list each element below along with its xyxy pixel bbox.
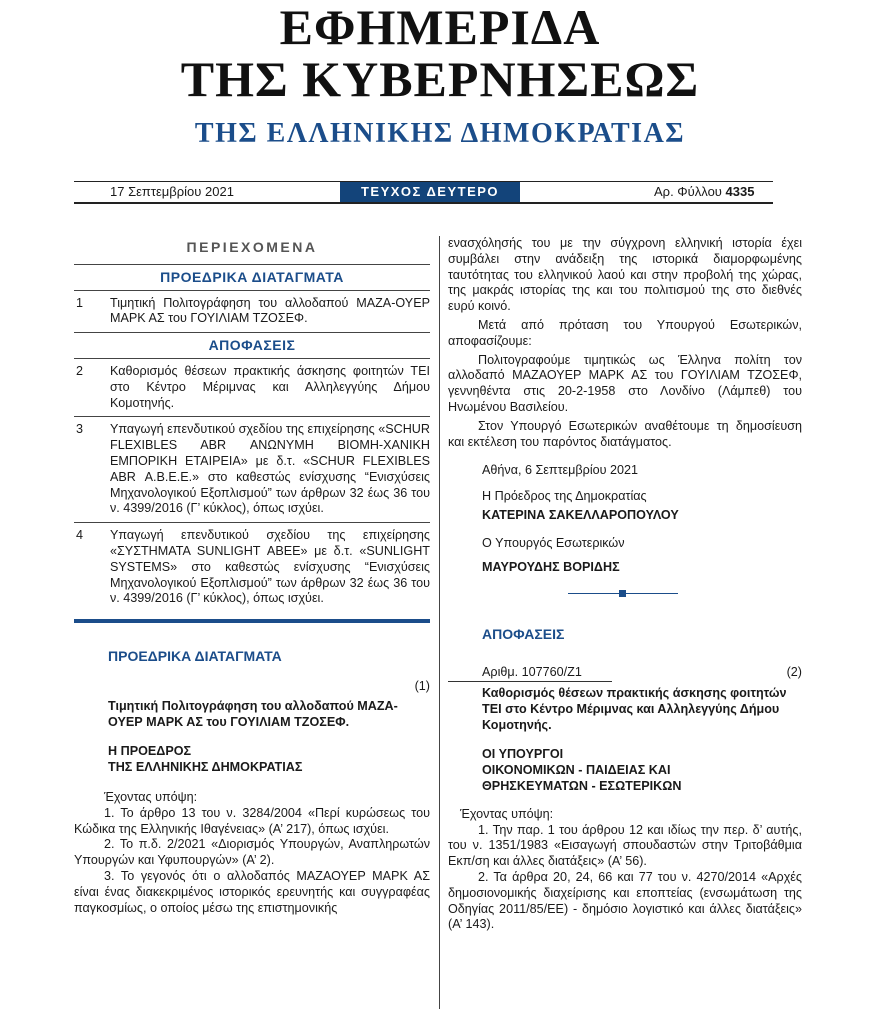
decree-heading: ΠΡΟΕΔΡΙΚΑ ΔΙΑΤΑΓΜΑΤΑ	[108, 648, 282, 665]
decree-place-date: Αθήνα, 6 Σεπτεμβρίου 2021	[482, 463, 639, 478]
decree-president-title: Η Πρόεδρος της Δημοκρατίας	[482, 489, 647, 504]
toc-item-text: Τιμητική Πολιτογράφηση του αλλοδαπού ΜΑΖΑ-ΟΥΕΡ ΜΑΡΚ ΑΣ του ΓΟΥΙΛΙΑΜ ΤΖΟΣΕΦ.	[110, 295, 430, 326]
contents-section-title: ΑΠΟΦΑΣΕΙΣ	[208, 337, 296, 354]
toc-item[interactable]	[74, 290, 430, 328]
separator-dot	[619, 590, 626, 597]
contents-section-decrees	[74, 264, 430, 286]
decree-president-line1: Η ΠΡΟΕΔΡΟΣ	[108, 744, 192, 759]
decision-title: Καθορισμός θέσεων πρακτικής άσκησης φοιτητών ΤΕΙ στο Κέντρο Μέριμνας και Αλληλεγγύης Δήμου Κομοτηνής.	[482, 685, 787, 732]
decision-ministers-line3: ΘΡΗΣΚΕΥΜΑΤΩΝ - ΕΣΩΤΕΡΙΚΩΝ	[482, 778, 682, 793]
gazette-subtitle: ΤΗΣ ΕΛΛΗΝΙΚΗΣ ΔΗΜΟΚΡΑΤΙΑΣ	[194, 118, 686, 149]
toc-item-text: Υπαγωγή επενδυτικού σχεδίου της επιχείρησης «ΣΥΣΤΗΜΑΤΑ SUNLIGHT ΑΒΕΕ» με δ.τ. «SUNLIGHT SYSTEMS» στο καθεστώς ενίσχυσης “Ενισχύσεις Μηχανολογικού Εξοπλισμού” των άρθρων 32 έως 36 του ν. 4399/2016 (Γ’ κύκλος), όπως ισχύει.	[110, 528, 430, 606]
issue-series-band: ΤΕΥΧΟΣ ΔΕΥΤΕΡΟ	[340, 182, 520, 202]
issue-rule-bottom	[74, 202, 773, 204]
sheet-number	[654, 184, 754, 199]
decree-paragraph: Πολιτογραφούμε τιμητικώς ως Έλληνα πολίτη τον αλλοδαπό ΜΑΖΑΟΥΕΡ ΜΑΡΚ ΑΣ του ΓΟΥΙΛΙΑΜ ΤΖΟΣΕΦ, γεννηθέντα στις 20-2-1958 στο Λονδίνο (Λάμπεθ) του Ηνωμένου Βασιλείου.	[448, 352, 802, 414]
decree-president-name: ΚΑΤΕΡΙΝΑ ΣΑΚΕΛΛΑΡΟΠΟΥΛΟΥ	[482, 507, 679, 522]
decree-paragraph: 3. Το γεγονός ότι ο αλλοδαπός ΜΑΖΑΟΥΕΡ ΜΑΡΚ ΑΣ είναι ένας διακεκριμένος ιστορικός ερευνητής και συγγραφέας παγκοσμίως, ο οποίος μέσω της επιστημονικής	[74, 868, 430, 915]
right-column	[448, 236, 802, 933]
decree-number: (1)	[414, 678, 430, 693]
decision-paragraph: 1. Την παρ. 1 του άρθρου 12 και ιδίως την περ. δ’ αυτής, του ν. 1351/1983 «Εισαγωγή σπουδαστών στην Τριτοβάθμια Εκπ/ση και άλλες διατάξεις» (Α’ 56).	[448, 822, 802, 869]
toc-item-number: 2	[76, 363, 84, 378]
decision-ref-row	[448, 665, 802, 682]
decree-minister-title: Ο Υπουργός Εσωτερικών	[482, 535, 625, 550]
toc-item-number: 3	[76, 422, 84, 437]
left-column	[74, 236, 430, 916]
toc-item-number: 4	[76, 528, 84, 543]
column-divider	[439, 236, 440, 1009]
decree-president-line2: ΤΗΣ ΕΛΛΗΝΙΚΗΣ ΔΗΜΟΚΡΑΤΙΑΣ	[108, 760, 303, 775]
decision-number: (2)	[786, 665, 802, 680]
contents-section-decisions	[74, 332, 430, 354]
section-separator	[448, 583, 802, 603]
toc-item-text: Καθορισμός θέσεων πρακτικής άσκησης φοιτητών ΤΕΙ στο Κέντρο Μέριμνας και Αλληλεγγύης Δήμου Κομοτηνής.	[110, 363, 430, 410]
decree-minister-name: ΜΑΥΡΟΥΔΗΣ ΒΟΡΙΔΗΣ	[482, 559, 620, 574]
toc-item-text: Υπαγωγή επενδυτικού σχεδίου της επιχείρησης «SCHUR FLEXIBLES ABR ΑΝΩΝΥΜΗ ΒΙΟΜΗ-ΧΑΝΙΚΗ ΕΜΠΟΡΙΚΗ ΕΤΑΙΡΕΙΑ» με δ.τ. «SCHUR FLEXIBLES ABR Α.Β.Ε.Ε.» στο καθεστώς ενίσχυσης “Ενισχύσεις Μηχανολογικού Εξοπλισμού” των άρθρων 32 έως 36 του ν. 4399/2016 (Γ’ κύκλος), όπως ισχύει.	[110, 422, 430, 516]
sheet-number-label: Αρ. Φύλλου	[654, 184, 722, 199]
decision-heading: ΑΠΟΦΑΣΕΙΣ	[482, 626, 565, 643]
decision-ministers-line2: ΟΙΚΟΝΟΜΙΚΩΝ - ΠΑΙΔΕΙΑΣ ΚΑΙ	[482, 763, 671, 778]
decision-ministers-line1: ΟΙ ΥΠΟΥΡΓΟΙ	[482, 747, 564, 762]
decree-paragraph: 2. Το π.δ. 2/2021 «Διορισμός Υπουργών, Αναπληρωτών Υπουργών και Υφυπουργών» (Α’ 2).	[74, 837, 430, 868]
toc-item[interactable]	[74, 416, 430, 517]
toc-item-number: 1	[76, 295, 84, 310]
decision-considering: Έχοντας υπόψη:	[460, 806, 554, 821]
decree-paragraph-continued: ενασχόλησής του με την σύγχρονη ελληνική ιστορία έχει συμβάλει στην ανάδειξη της ιστορικά διαμορφωμένης ταυτότητας του ελληνικού λαού και στην προβολή της χώρας, της μακράς ιστορίας της και του πολιτισμού της στο διεθνές ευρύ κοινό.	[448, 236, 802, 314]
decision-paragraph: 2. Τα άρθρα 20, 24, 66 και 77 του ν. 4270/2014 «Αρχές δημοσιονομικής διαχείρισης και εποπτείας (ενσωμάτωση της Οδηγίας 2011/85/ΕΕ) - δημόσιο λογιστικό και άλλες διατάξεις» (Α’ 143).	[448, 869, 802, 932]
issue-date: 17 Σεπτεμβρίου 2021	[110, 184, 234, 199]
contents-section-title: ΠΡΟΕΔΡΙΚΑ ΔΙΑΤΑΓΜΑΤΑ	[160, 268, 344, 285]
decree-paragraph: 1. Το άρθρο 13 του ν. 3284/2004 «Περί κυρώσεως του Κώδικα της Ελληνικής Ιθαγένειας» (Α’ 217), όπως ισχύει.	[74, 805, 430, 836]
decree-paragraph: Μετά από πρόταση του Υπουργού Εσωτερικών, αποφασίζουμε:	[448, 317, 802, 348]
decree-title: Τιμητική Πολιτογράφηση του αλλοδαπού ΜΑΖΑ-ΟΥΕΡ ΜΑΡΚ ΑΣ του ΓΟΥΙΛΙΑΜ ΤΖΟΣΕΦ.	[108, 698, 398, 729]
gazette-title-line1: ΕΦΗΜΕΡΙΔΑ	[279, 0, 601, 55]
decree-considering: Έχοντας υπόψη:	[104, 789, 198, 804]
toc-item[interactable]	[74, 358, 430, 411]
decree-paragraph: Στον Υπουργό Εσωτερικών αναθέτουμε τη δημοσίευση και εκτέλεση του παρόντος διατάγματος.	[448, 418, 802, 449]
decision-ref: Αριθμ. 107760/Ζ1	[448, 665, 612, 682]
sheet-number-value: 4335	[725, 184, 755, 199]
toc-item[interactable]	[74, 522, 430, 607]
gazette-title-line2: ΤΗΣ ΚΥΒΕΡΝΗΣΕΩΣ	[180, 51, 700, 107]
contents-heading: ΠΕΡΙΕΧΟΜΕΝΑ	[186, 239, 318, 255]
contents-end-bar	[74, 619, 430, 623]
